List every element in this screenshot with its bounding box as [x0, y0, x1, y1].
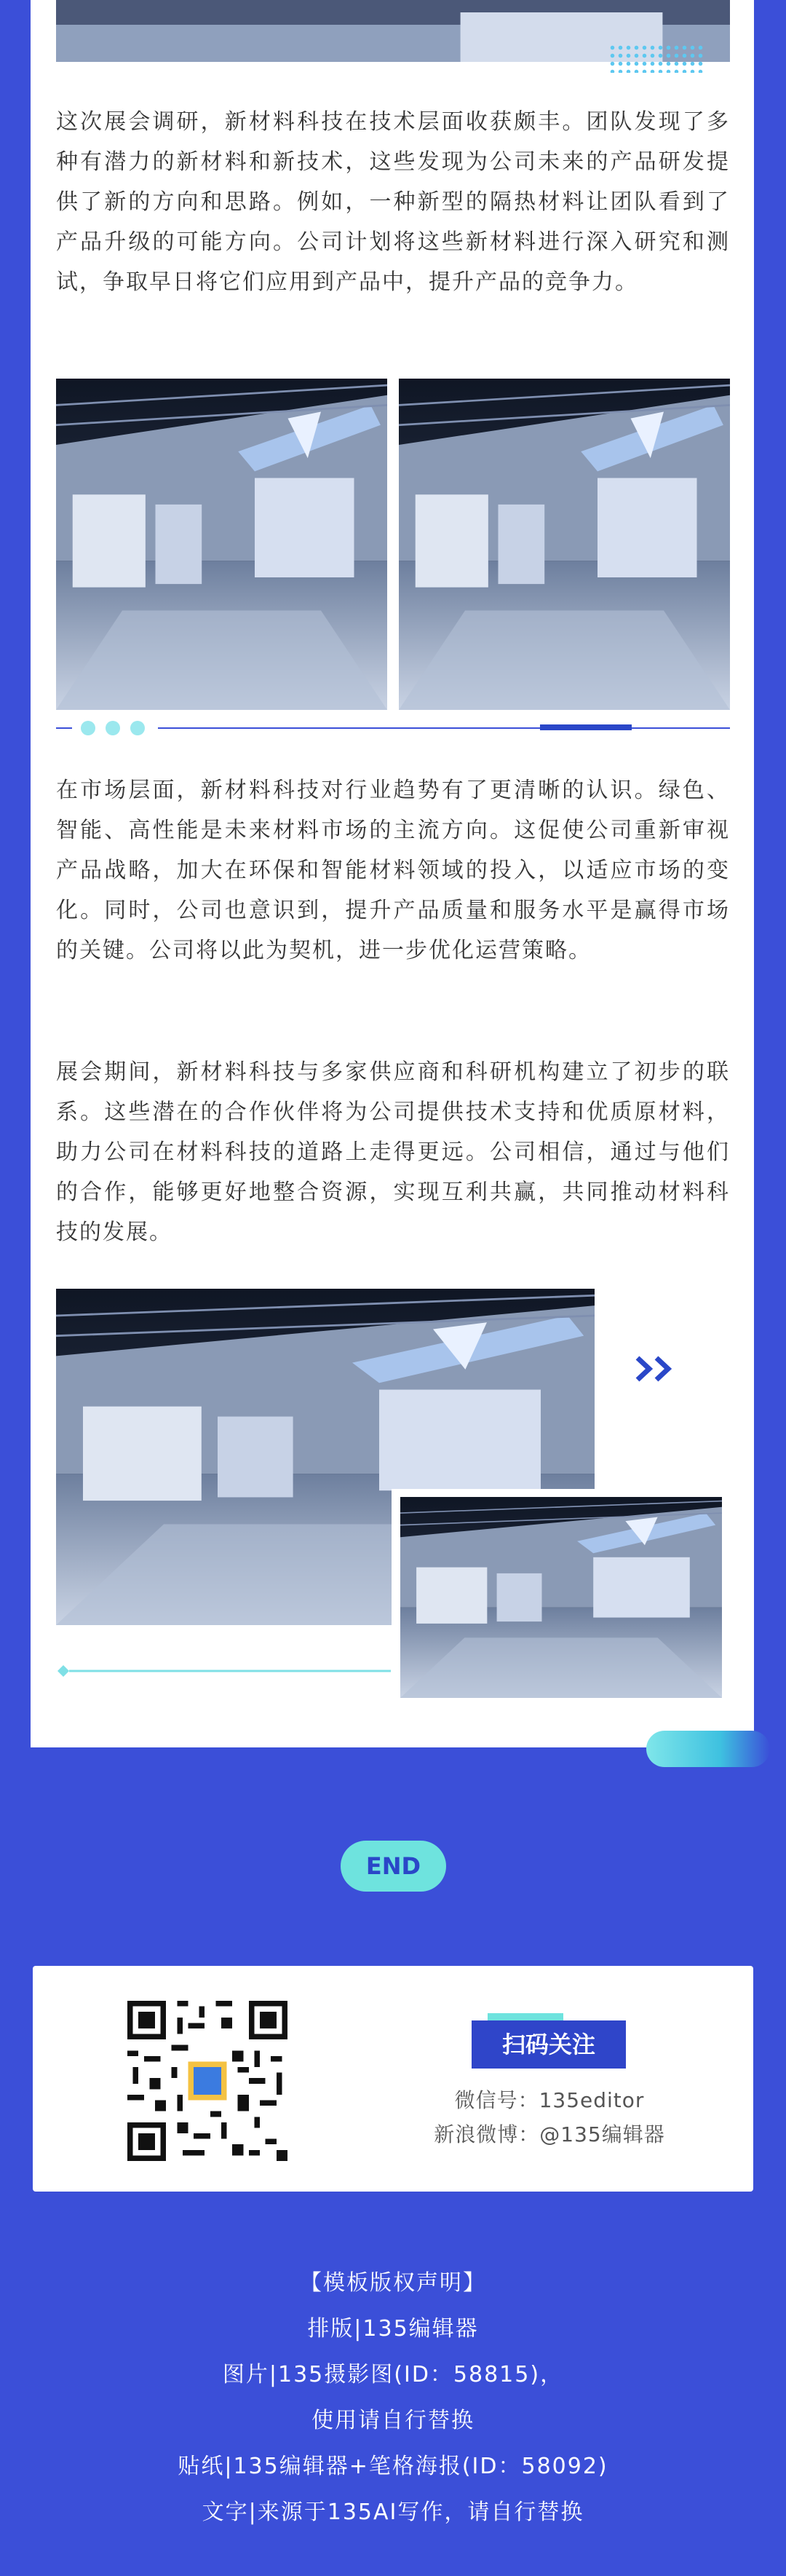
decorative-dots [608, 44, 704, 73]
exhibition-photo-right [399, 379, 730, 710]
footer-line-5: 贴纸|135编辑器+笔格海报(ID：58092) [178, 2454, 608, 2479]
footer-line-3: 图片|135摄影图(ID：58815)， [222, 2362, 564, 2387]
decorative-separator [56, 717, 730, 739]
footer-line-1: 【模板版权声明】 [300, 2270, 486, 2296]
footer-line-6: 文字|来源于135AI写作，请自行替换 [202, 2500, 584, 2525]
weibo-id: 新浪微博：@135编辑器 [434, 2122, 665, 2146]
footer-line-2: 排版|135编辑器 [307, 2316, 479, 2342]
follow-card [33, 1966, 753, 2192]
wechat-id: 微信号：135editor [454, 2088, 645, 2112]
chevron-right-icon [632, 1351, 683, 1387]
paragraph-partnership: 展会期间，新材料科技与多家供应商和科研机构建立了初步的联系。这些潜在的合作伙伴将为公司提供技术支持和优质原材料，助力公司在材料科技的道路上走得更远。公司相信，通过与他们的合作，能够更好地整合资源，实现互利共赢，共同推动材料科技的发展。 [56, 1059, 730, 1245]
decorative-pill [646, 1731, 770, 1767]
qr-code-icon[interactable] [127, 2001, 287, 2161]
footer-line-4: 使用请自行替换 [311, 2408, 475, 2433]
paragraph-market: 在市场层面，新材料科技对行业趋势有了更清晰的认识。绿色、智能、高性能是未来材料市场的主流方向。这促使公司重新审视产品战略，加大在环保和智能材料领域的投入，以适应市场的变化。同时，公司也意识到，提升产品质量和服务水平是赢得市场的关键。公司将以此为契机，进一步优化运营策略。 [56, 778, 730, 963]
paragraph-technology: 这次展会调研，新材料科技在技术层面收获颇丰。团队发现了多种有潜力的新材料和新技术，这些发现为公司未来的产品研发提供了新的方向和思路。例如，一种新型的隔热材料让团队看到了产品升级的可能方向。公司计划将这些新材料进行深入研究和测试，争取早日将它们应用到产品中，提升产品的竞争力。 [56, 109, 730, 295]
scan-follow-button[interactable]: 扫码关注 [472, 2020, 626, 2069]
decorative-line [56, 1664, 391, 1678]
exhibition-photo-small [400, 1497, 722, 1698]
end-badge: END [341, 1841, 446, 1892]
exhibition-photo-left [56, 379, 387, 710]
